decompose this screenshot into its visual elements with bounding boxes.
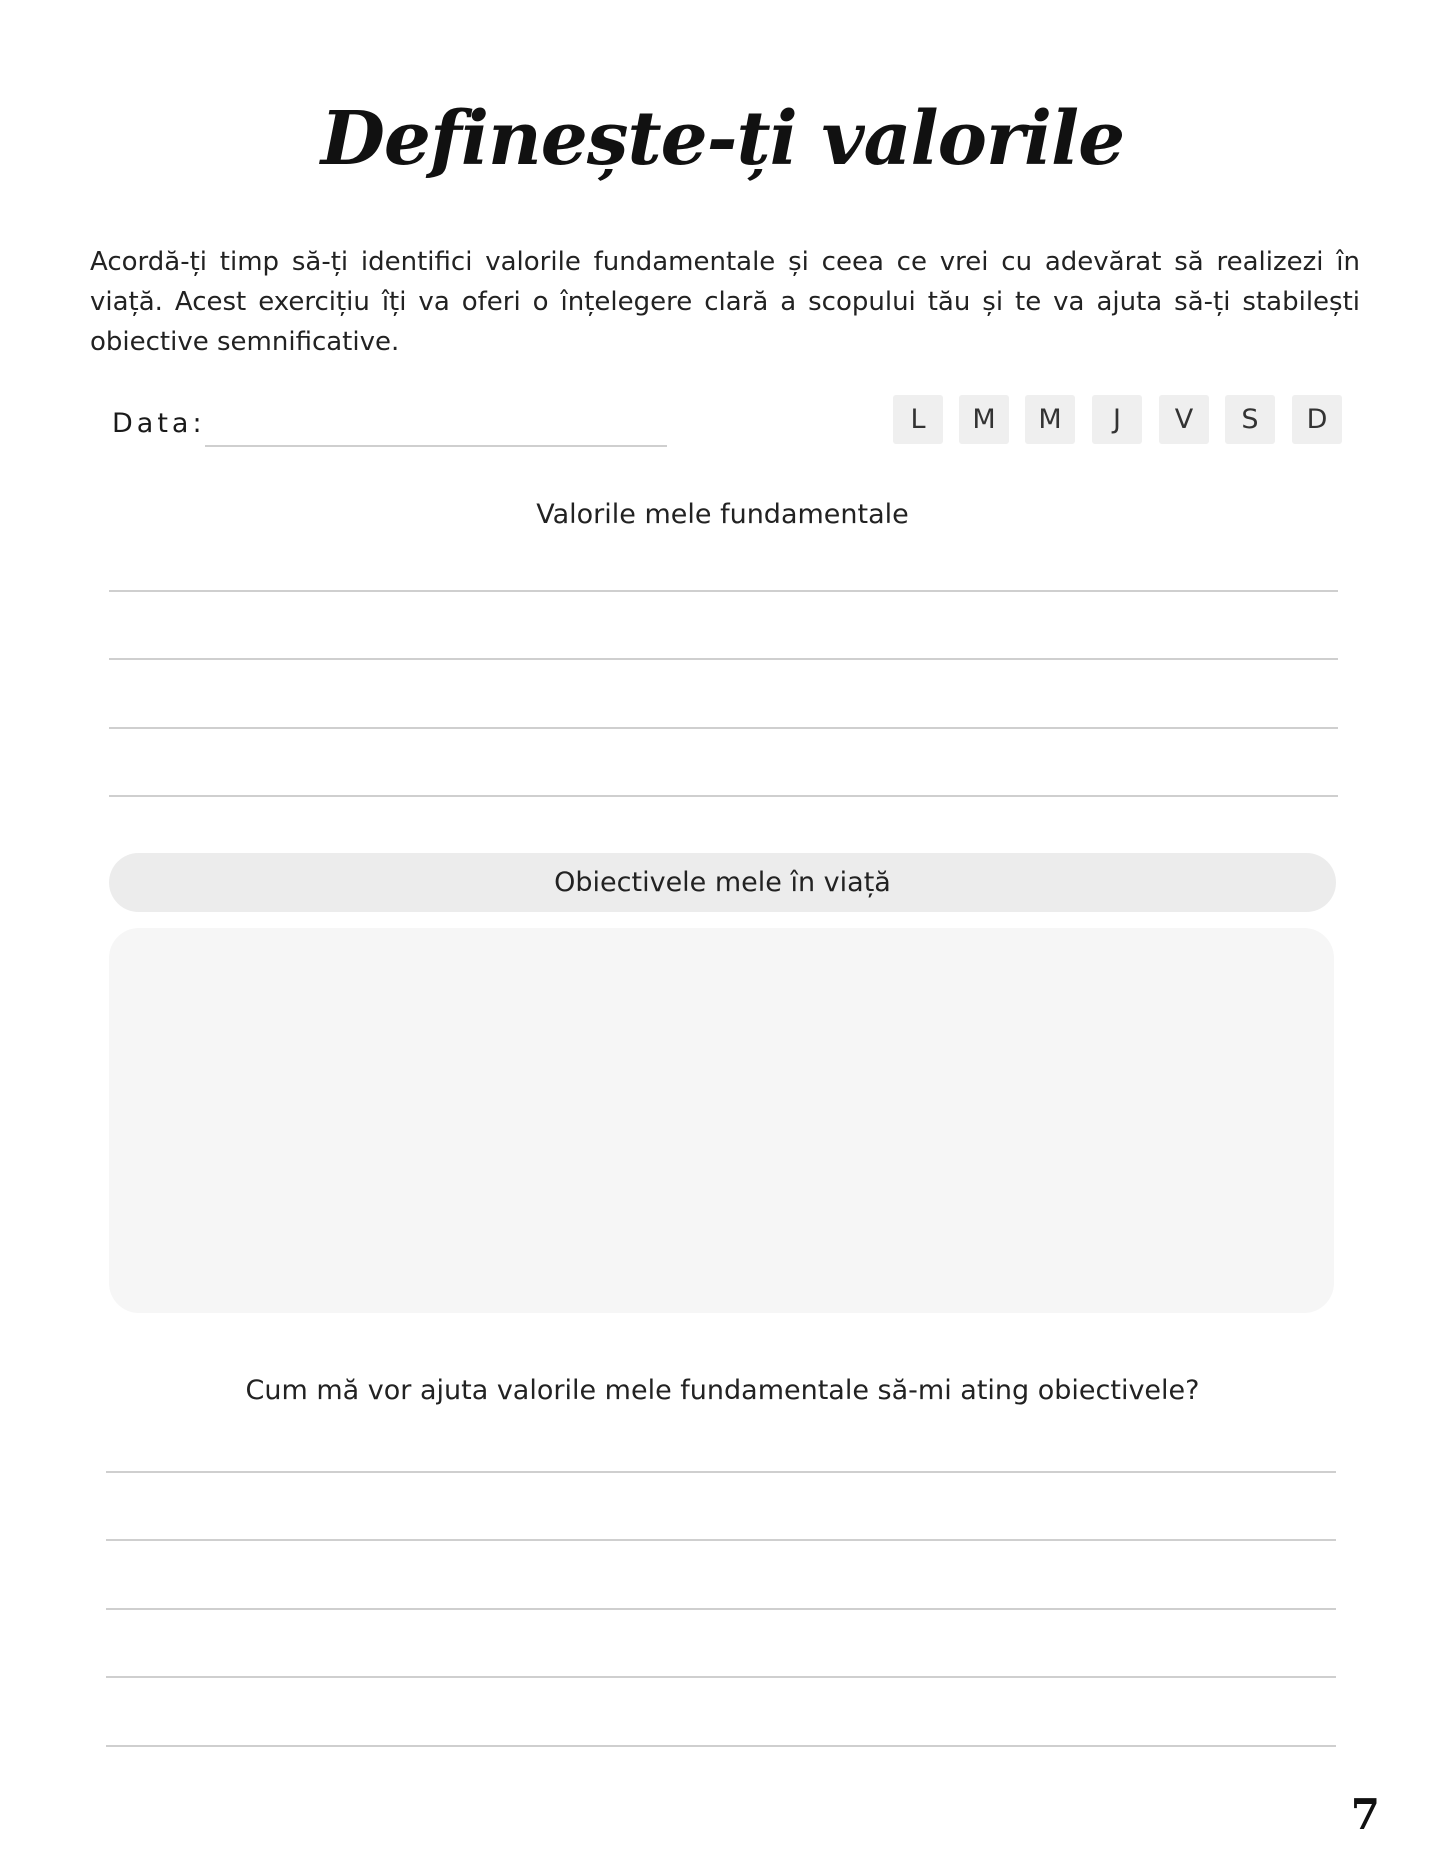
- writing-line[interactable]: [106, 1676, 1336, 1678]
- writing-line[interactable]: [106, 1471, 1336, 1473]
- goals-heading-pill: Obiectivele mele în viață: [109, 853, 1336, 912]
- writing-line[interactable]: [106, 1608, 1336, 1610]
- writing-line[interactable]: [109, 658, 1338, 660]
- values-heading: Valorile mele fundamentale: [536, 499, 909, 530]
- writing-line[interactable]: [106, 1539, 1336, 1541]
- intro-paragraph: Acordă-ți timp să-ți identifici valorile fundamentale și ceea ce vrei cu adevărat să realizezi în viață. Acest exercițiu îți va oferi o înțelegere clară a scopului tău și te va ajuta să-ți stabilești obiective semnificative.: [90, 247, 1360, 357]
- day-box-wednesday[interactable]: M: [1025, 395, 1075, 444]
- question-heading: Cum mă vor ajuta valorile mele fundamentale să-mi ating obiectivele?: [245, 1375, 1200, 1406]
- day-box-tuesday[interactable]: M: [959, 395, 1009, 444]
- writing-line[interactable]: [106, 1745, 1336, 1747]
- day-box-thursday[interactable]: J: [1092, 395, 1142, 444]
- goals-writing-box[interactable]: [109, 928, 1334, 1313]
- day-box-sunday[interactable]: D: [1292, 395, 1342, 444]
- date-label: Data:: [112, 408, 206, 439]
- writing-line[interactable]: [109, 727, 1338, 729]
- page-title: Definește-ți valorile: [320, 96, 1125, 182]
- writing-line[interactable]: [109, 590, 1338, 592]
- writing-line[interactable]: [109, 795, 1338, 797]
- date-input-line[interactable]: [205, 445, 667, 447]
- day-box-friday[interactable]: V: [1159, 395, 1209, 444]
- day-box-saturday[interactable]: S: [1225, 395, 1275, 444]
- page-number: 7: [1350, 1790, 1380, 1839]
- day-box-monday[interactable]: L: [893, 395, 943, 444]
